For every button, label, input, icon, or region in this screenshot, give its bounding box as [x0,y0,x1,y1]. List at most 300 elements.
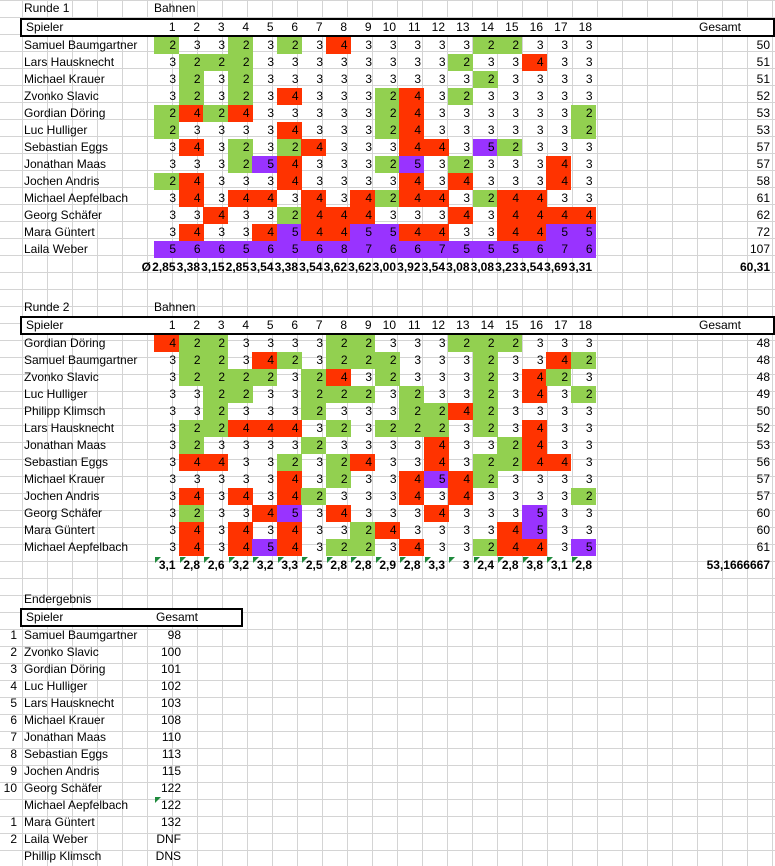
score-cell: 4 [277,522,302,539]
score-cell: 3 [512,421,519,435]
score-cell: 2 [448,335,473,352]
final-player-name: Luc Hulliger [24,679,88,693]
score-cell: 2 [497,335,522,352]
player-header: Spieler [26,318,64,332]
comment-marker [498,557,504,563]
score-cell: 3 [389,174,397,188]
score-cell: 3 [169,72,176,86]
score-cell: 4 [399,122,424,139]
score-cell: 4 [277,122,302,139]
score-cell: 2 [473,352,498,369]
score-cell: 4 [497,224,522,241]
score-cell: 2 [277,207,302,224]
score-cell: 2 [179,54,204,71]
score-cell: 3 [438,489,446,503]
score-cell: 3 [487,174,495,188]
score-cell: 4 [424,505,449,522]
score-cell: 2 [326,454,351,471]
score-cell: 2 [375,88,400,105]
final-player-name: Michael Aepfelbach [24,798,129,812]
score-cell: 3 [487,489,495,503]
score-cell: 3 [365,140,372,154]
final-total: 102 [160,679,181,693]
score-cell: 4 [399,539,424,556]
comment-marker [278,557,284,563]
score-cell: 3 [169,191,176,205]
score-cell: 3 [316,472,323,486]
final-total: DNF [156,832,181,846]
score-cell: 3 [414,370,421,384]
comment-marker [204,557,210,563]
score-cell: 4 [179,539,204,556]
score-cell: 4 [326,369,351,386]
score-cell: 3 [438,38,446,52]
score-cell: 3 [389,489,397,503]
hole-header: 7 [315,318,323,332]
score-cell: 3 [561,72,568,86]
score-cell: 2 [203,420,228,437]
score-cell: 2 [399,386,424,403]
score-cell: 3 [487,225,495,239]
average-total: 53,1666667 [706,558,770,572]
player-total: 60 [756,523,770,537]
score-cell: 2 [473,71,498,88]
score-cell: 4 [497,522,522,539]
score-cell: 4 [252,420,277,437]
score-cell: 4 [154,335,179,352]
score-cell: 2 [375,156,400,173]
final-total: 101 [160,662,181,676]
score-cell: 3 [218,438,225,452]
score-cell: 5 [522,505,547,522]
player-name: Michael Aepfelbach [24,191,129,205]
final-total-header: Gesamt [156,610,199,624]
score-cell: 2 [424,403,449,420]
score-cell: 4 [522,420,547,437]
final-player-name: Jonathan Maas [24,730,107,744]
player-name: Samuel Baumgartner [24,38,138,52]
hole-header: 17 [554,318,568,332]
comment-marker [474,557,480,563]
score-cell: 6 [203,241,228,258]
score-cell: 3 [487,106,495,120]
score-cell: 3 [218,523,225,537]
score-cell: 3 [340,140,348,154]
score-cell: 2 [473,335,498,352]
hole-header: 15 [505,318,519,332]
score-cell: 5 [571,224,596,241]
score-cell: 3 [438,106,446,120]
player-name: Jochen Andris [24,174,100,188]
hole-header: 11 [408,20,421,34]
final-player-name: Mara Güntert [24,815,95,829]
score-cell: 3 [267,336,274,350]
score-cell: 3 [316,336,323,350]
player-total: 51 [756,72,770,86]
score-cell: 2 [497,139,522,156]
player-total: 48 [756,336,770,350]
score-cell: 3 [561,123,568,137]
score-cell: 4 [571,207,596,224]
score-cell: 3 [218,540,225,554]
score-cell: 3 [316,72,323,86]
score-cell: 4 [326,207,351,224]
score-cell: 4 [179,488,204,505]
score-cell: 3 [169,225,176,239]
comment-marker [572,557,578,563]
final-total: 98 [167,628,181,642]
score-cell: 3 [316,455,323,469]
score-cell: 5 [375,224,400,241]
final-rank: 2 [10,645,17,659]
score-cell: 3 [193,472,201,486]
score-cell: 3 [512,353,519,367]
score-cell: 7 [424,241,449,258]
total-header: Gesamt [699,318,742,332]
score-cell: 3 [536,472,544,486]
final-player-name: Laila Weber [24,832,88,846]
score-cell: 4 [277,88,302,105]
score-cell: 3 [389,55,397,69]
score-cell: 4 [546,352,571,369]
score-cell: 3 [463,353,470,367]
hole-average: 3,2 [256,558,274,572]
hole-header: 1 [168,20,176,34]
score-cell: 3 [487,523,495,537]
player-name: Jonathan Maas [24,157,107,171]
player-total: 50 [756,404,770,418]
score-cell: 4 [424,224,449,241]
score-cell: 3 [438,55,446,69]
player-name: Sebastian Eggs [24,455,109,469]
final-total: DNS [155,849,181,863]
score-cell: 2 [350,352,375,369]
score-cell: 3 [316,523,323,537]
score-cell: 3 [291,191,299,205]
score-cell: 3 [316,157,323,171]
final-total: 110 [161,730,181,744]
score-cell: 2 [473,403,498,420]
score-cell: 3 [561,336,568,350]
final-total: 122 [160,781,181,795]
player-total: 48 [756,370,770,384]
score-cell: 4 [375,522,400,539]
player-total: 53 [756,438,770,452]
final-rank: 7 [10,730,17,744]
score-cell: 3 [512,157,519,171]
score-cell: 3 [487,89,495,103]
final-total: 108 [160,713,181,727]
score-cell: 2 [228,139,253,156]
score-cell: 4 [179,105,204,122]
final-player-name: Zvonko Slavic [24,645,99,659]
score-cell: 3 [561,404,568,418]
score-cell: 5 [571,539,596,556]
score-cell: 3 [218,506,225,520]
hole-header: 13 [456,318,470,332]
hole-header: 6 [291,318,298,332]
hole-average: 2,85 [152,260,176,274]
player-total: 50 [756,38,770,52]
score-cell: 3 [585,89,593,103]
score-cell: 2 [301,403,326,420]
score-cell: 4 [326,37,351,54]
score-cell: 3 [267,489,274,503]
score-cell: 3 [585,157,593,171]
score-cell: 2 [326,471,351,488]
score-cell: 2 [301,437,326,454]
score-cell: 2 [326,539,351,556]
score-cell: 4 [522,386,547,403]
comment-marker [327,557,333,563]
score-cell: 2 [301,488,326,505]
final-rank: 8 [10,747,17,761]
score-cell: 4 [546,454,571,471]
score-cell: 3 [267,523,274,537]
hole-header: 11 [408,318,421,332]
score-cell: 3 [438,208,446,222]
score-cell: 3 [291,438,299,452]
score-cell: 2 [350,386,375,403]
final-player-name: Samuel Baumgartner [24,628,138,642]
score-cell: 3 [340,404,348,418]
score-cell: 3 [169,353,176,367]
score-cell: 3 [536,140,544,154]
round1-title: Runde 1 [24,1,70,15]
hole-header: 12 [431,20,445,34]
final-player-name: Phillip Klimsch [24,849,102,863]
score-cell: 3 [169,523,176,537]
score-cell: 4 [350,454,375,471]
score-cell: 3 [169,506,176,520]
score-cell: 4 [424,139,449,156]
player-total: 61 [756,540,770,554]
hole-average: 3,3 [281,558,298,572]
score-cell: 6 [252,241,277,258]
score-cell: 3 [218,140,225,154]
score-cell: 2 [154,37,179,54]
score-cell: 3 [414,336,421,350]
player-total: 61 [756,191,770,205]
score-cell: 2 [277,139,302,156]
score-cell: 2 [448,54,473,71]
score-cell: 3 [169,489,176,503]
hole-average: 3,38 [176,260,200,274]
hole-average: 2,6 [207,558,225,572]
score-cell: 3 [316,353,323,367]
score-cell: 4 [424,454,449,471]
score-cell: 3 [414,506,421,520]
score-cell: 4 [252,224,277,241]
score-cell: 2 [473,471,498,488]
final-rank [0,848,20,865]
score-cell: 4 [399,173,424,190]
hole-average: 3,31 [568,260,592,274]
score-cell: 3 [463,38,470,52]
score-cell: 3 [169,140,176,154]
hole-average: 3,2 [232,558,249,572]
round2-title: Runde 2 [24,300,70,314]
score-cell: 2 [228,386,253,403]
score-cell: 4 [522,539,547,556]
score-cell: 3 [340,123,348,137]
score-cell: 2 [326,335,351,352]
score-cell: 3 [561,438,568,452]
score-cell: 3 [340,55,348,69]
score-cell: 3 [218,157,225,171]
hole-average: 3,3 [428,558,445,572]
player-name: Mara Güntert [24,225,95,239]
score-cell: 2 [571,105,596,122]
score-cell: 3 [291,336,299,350]
score-cell: 3 [340,72,348,86]
score-cell: 4 [179,173,204,190]
player-total: 58 [756,174,770,188]
score-cell: 3 [365,72,372,86]
score-cell: 3 [585,191,593,205]
score-cell: 4 [301,207,326,224]
score-cell: 3 [340,191,348,205]
hole-average: 2,85 [225,260,249,274]
score-cell: 3 [267,387,274,401]
score-cell: 2 [154,122,179,139]
score-cell: 4 [546,207,571,224]
score-cell: 2 [546,369,571,386]
score-cell: 3 [536,123,544,137]
hole-average: 2,4 [477,558,494,572]
score-cell: 2 [375,190,400,207]
score-cell: 5 [277,224,302,241]
score-cell: 3 [561,191,568,205]
score-cell: 2 [252,369,277,386]
score-cell: 4 [301,224,326,241]
player-name: Jochen Andris [24,489,100,503]
score-cell: 4 [546,156,571,173]
score-cell: 4 [424,190,449,207]
comment-marker [400,557,406,563]
score-cell: 3 [169,208,176,222]
score-cell: 3 [169,438,176,452]
score-cell: 3 [316,89,323,103]
score-cell: 2 [350,539,375,556]
score-cell: 3 [512,387,519,401]
player-total: 60 [756,506,770,520]
hole-header: 14 [480,20,494,34]
player-total: 48 [756,353,770,367]
score-cell: 3 [438,353,446,367]
score-cell: 3 [242,208,250,222]
hole-average: 2,8 [330,558,347,572]
score-cell: 3 [316,174,323,188]
hole-average: 3,8 [526,558,543,572]
score-cell: 3 [389,506,397,520]
score-cell: 2 [571,352,596,369]
score-cell: 3 [365,123,372,137]
score-cell: 3 [438,370,446,384]
score-cell: 3 [561,55,568,69]
comment-marker [425,557,431,563]
score-cell: 3 [585,55,593,69]
score-cell: 3 [218,38,225,52]
score-cell: 3 [585,438,593,452]
player-name: Sebastian Eggs [24,140,109,154]
score-cell: 3 [218,191,225,205]
score-cell: 3 [561,38,568,52]
score-cell: 8 [326,241,351,258]
score-cell: 3 [291,106,299,120]
hole-header: 12 [431,318,445,332]
hole-header: 6 [291,20,298,34]
player-header: Spieler [26,20,64,34]
score-cell: 3 [218,225,225,239]
hole-average: 3 [462,558,470,572]
score-cell: 4 [522,224,547,241]
player-name: Gordian Döring [24,106,106,120]
score-cell: 3 [340,438,348,452]
score-cell: 2 [203,54,228,71]
score-cell: 4 [326,224,351,241]
comment-marker [180,557,186,563]
hole-average: 2,9 [379,558,396,572]
score-cell: 3 [242,225,250,239]
score-cell: 3 [438,72,446,86]
score-cell: 2 [350,522,375,539]
score-cell: 3 [267,72,274,86]
score-cell: 4 [522,369,547,386]
score-cell: 4 [522,207,547,224]
score-cell: 3 [267,472,274,486]
score-cell: 4 [203,207,228,224]
score-cell: 3 [291,55,299,69]
score-cell: 3 [169,55,176,69]
player-total: 53 [756,123,770,137]
player-total: 57 [756,140,770,154]
score-cell: 3 [414,55,421,69]
score-cell: 4 [277,173,302,190]
score-cell: 7 [546,241,571,258]
score-cell: 3 [536,106,544,120]
score-cell: 3 [389,140,397,154]
player-total: 62 [756,208,770,222]
score-cell: 3 [193,208,201,222]
hole-header: 2 [193,20,200,34]
score-cell: 4 [228,105,253,122]
hole-header: 9 [364,20,372,34]
score-cell: 3 [169,404,176,418]
score-cell: 3 [438,523,446,537]
hole-average: 2,8 [403,558,421,572]
final-rank: 1 [10,628,17,642]
score-cell: 3 [414,523,421,537]
score-cell: 5 [473,241,498,258]
score-cell: 2 [203,335,228,352]
score-cell: 2 [179,437,204,454]
score-cell: 4 [399,105,424,122]
score-cell: 4 [277,488,302,505]
comment-marker [302,557,308,563]
score-cell: 6 [375,241,400,258]
score-cell: 3 [365,174,372,188]
score-cell: 5 [154,241,179,258]
score-cell: 3 [267,55,274,69]
hole-header: 18 [578,20,592,34]
score-cell: 3 [242,123,250,137]
score-cell: 3 [242,506,250,520]
score-cell: 3 [414,72,421,86]
score-cell: 3 [487,506,495,520]
score-cell: 2 [228,369,253,386]
score-cell: 3 [267,174,274,188]
